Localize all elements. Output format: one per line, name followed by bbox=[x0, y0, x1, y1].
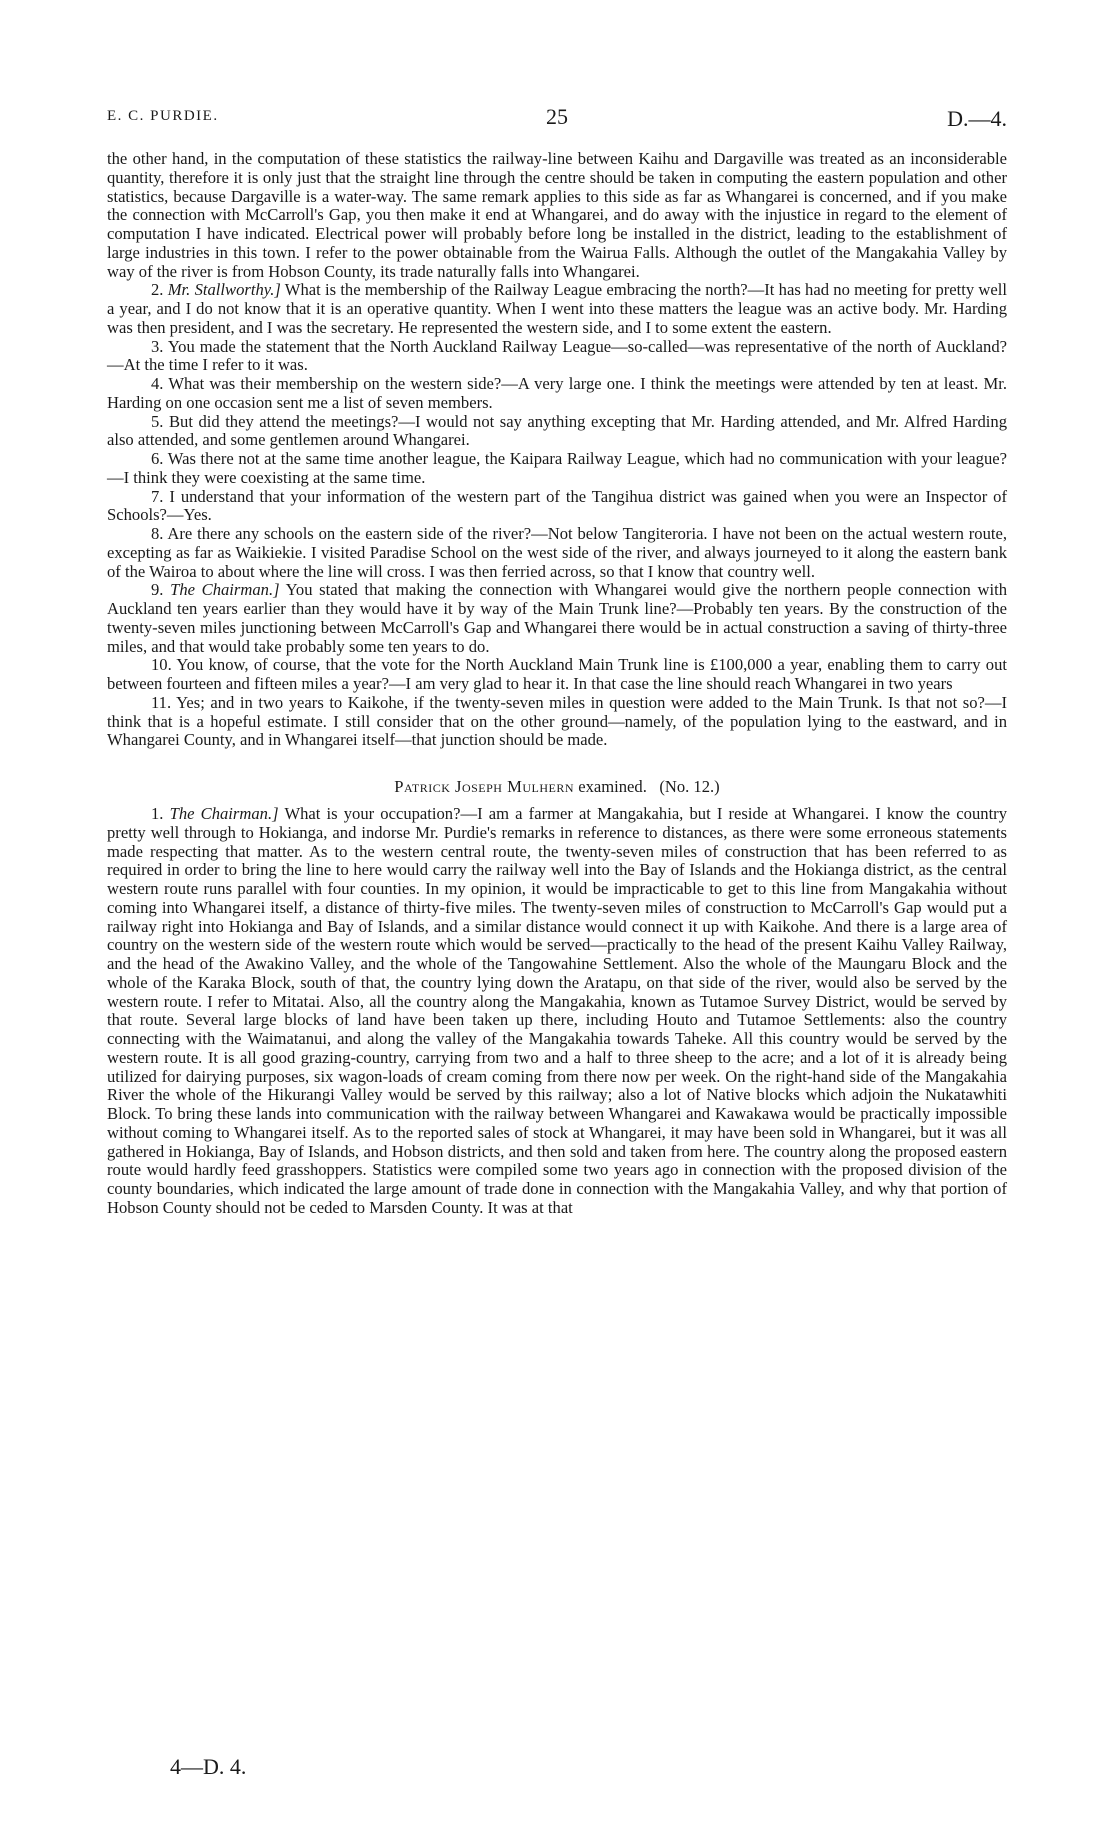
speaker-name: Mr. Stallworthy.] bbox=[167, 280, 281, 300]
question-paragraph-4 bbox=[107, 375, 1007, 413]
witness-name: Patrick Joseph Mulhern bbox=[394, 777, 575, 796]
question-number: 2. bbox=[151, 280, 164, 300]
question-paragraph-6 bbox=[107, 450, 1007, 488]
question-text: Was there not at the same time another league, the Kaipara Railway League, which had no communication with your league?—I think they were coexisting at the same time. bbox=[107, 449, 1007, 487]
speaker-name: The Chairman.] bbox=[169, 804, 279, 823]
question-text: Yes; and in two years to Kaikohe, if the twenty-seven miles in question were added to the Main Trunk. Is that not so?—I think that is a hopeful estimate. I still consider that on the other ground—namely, of the population lying to the eastward, and in Whangarei County, and in Whangarei itself—that junction should be made. bbox=[107, 692, 1007, 750]
question-paragraph-11 bbox=[107, 694, 1007, 750]
document-reference: D.—4. bbox=[947, 106, 1007, 131]
question-number: 4. bbox=[151, 374, 164, 393]
speaker-name: The Chairman.] bbox=[170, 580, 280, 600]
question-number: 6. bbox=[151, 449, 164, 468]
question-number: 10. bbox=[151, 655, 172, 675]
question-paragraph-10 bbox=[107, 656, 1007, 694]
question-paragraph-3 bbox=[107, 338, 1007, 376]
question-number: 8. bbox=[151, 524, 164, 543]
question-number: 1. bbox=[151, 804, 164, 823]
question-number: 3. bbox=[151, 336, 164, 356]
question-text: Are there any schools on the eastern side of the river?—Not below Tangiteroria. I have not been on the actual western route, excepting as far as Waikiekie. I visited Paradise School on the west side of the river, and always journeyed to it along the eastern bank of the Wairoa to about where the line will cross. I was then ferried across, so that I know that country well. bbox=[107, 524, 1008, 581]
header-author: E. C. PURDIE. bbox=[107, 108, 219, 124]
question-text: You made the statement that the North Auckland Railway League—so-called—was representative of the north of Auckland?—At the time I refer to it was. bbox=[107, 336, 1007, 375]
question-number: 9. bbox=[151, 580, 164, 600]
question-number: 5. bbox=[151, 411, 164, 431]
question-paragraph-2 bbox=[107, 281, 1007, 337]
paragraph-continued: the other hand, in the computation of these statistics the railway-line between Kaihu and Dargaville was treated as an inconsiderable quantity, therefore it is only just that the straight line through the centre should be taken in computing the eastern population and other statistics, because Dargaville is a water-way. The same remark applies to this side as far as Whangarei is concerned, and if you make the connection with McCarroll's Gap, you then make it end at Whangarei, and do away with the injustice in regard to the element of computation I have indicated. Electrical power will probably before long be installed in the district, leading to the establishment of large industries in this town. I refer to the power obtainable from the Wairua Falls. Although the outlet of the Mangakahia Valley by way of the river is from Hobson County, its trade naturally falls into Whangarei. bbox=[107, 149, 1007, 281]
question-paragraph-5 bbox=[107, 413, 1007, 451]
question-text: You stated that making the connection with Whangarei would give the northern people connection with Auckland ten years earlier than they would have it by way of the Main Trunk line?—Probably ten years. By the construction of the twenty-seven miles junctioning between McCarroll's Gap and Whangarei there would be in actual construction a saving of thirty-three miles, and that would take probably some ten years to do. bbox=[107, 580, 1007, 656]
question-text: What is the membership of the Railway League embracing the north?—It has had no meeting for pretty well a year, and I do not know that it is an operative quantity. When I went into these matters the league was an active body. Mr. Harding was then president, and I was the secretary. He represented the western side, and I to some extent the eastern. bbox=[107, 280, 1008, 337]
witness-heading bbox=[107, 777, 1007, 797]
question-paragraph-9 bbox=[107, 581, 1007, 656]
question-number: 7. bbox=[151, 486, 164, 506]
question-paragraph-7 bbox=[107, 488, 1007, 526]
question-text: I understand that your information of the western part of the Tangihua district was gained when you were an Inspector of Schools?—Yes. bbox=[107, 486, 1007, 525]
question-paragraph-8 bbox=[107, 525, 1007, 581]
question-text: What was their membership on the western side?—A very large one. I think the meetings were attended by ten at least. Mr. Harding on one occasion sent me a list of seven members. bbox=[107, 374, 1007, 412]
question-number: 11. bbox=[151, 692, 172, 712]
page-body bbox=[107, 150, 1007, 1218]
page-footer-signature: 4—D. 4. bbox=[170, 1754, 247, 1779]
witness-number: (No. 12.) bbox=[659, 777, 720, 796]
question-text: You know, of course, that the vote for the North Auckland Main Trunk line is £100,000 a year, enabling them to carry out between fourteen and fifteen miles a year?—I am very glad to hear it. In that case the line should reach Whangarei in two years bbox=[107, 655, 1007, 693]
question-text: But did they attend the meetings?—I would not say anything excepting that Mr. Harding attended, and Mr. Alfred Harding also attended, and some gentlemen around Whangarei. bbox=[107, 411, 1007, 450]
question-text: What is your occupation?—I am a farmer at Mangakahia, but I reside at Whangarei. I know the country pretty well through to Hokianga, and indorse Mr. Purdie's remarks in reference to distances, as there were some erroneous statements made respecting that matter. As to the western central route, the twenty-seven miles of construction that has been referred to as required in order to bring the line to here would carry the railway well into the Bay of Islands and the Hokianga district, as the central western route runs parallel with four counties. In my opinion, it would be impracticable to get to this line from Mangakahia without coming into Whangarei itself, a distance of thirty-five miles. The twenty-seven miles of construction to McCarroll's Gap would put a railway right into Hokianga and Bay of Islands, and a similar distance would connect it up with Kaikohe. And there is a large area of country on the western side of the western route which would be served—practically to the head of the present Kaihu Valley Railway, and the head of the Awakino Valley, and the whole of the Tangowahine Settlement. Also the whole of the Maungaru Block and the whole of the Karaka Block, south of that, the country lying down the Aratapu, on that side of the river, would also be served by the western route. I refer to Mitatai. Also, all the country along the Mangakahia, known as Tutamoe Survey District, would be served by that route. Several large blocks of land have been taken up there, including Houto and Tutamoe Settlements: also the country connecting with the Waimatanui, and along the valley of the Mangakahia towards Taheke. All this country would be served by the western route. It is all good grazing-country, carrying from two and a half to three sheep to the acre; and a lot of it is already being utilized for dairying purposes, six wagon-loads of cream coming from there now per week. On the right-hand side of the Mangakahia River the whole of the Hikurangi Valley would be served by this railway; also a lot of Native blocks which adjoin the Nukatawhiti Block. To bring these lands into communication with the railway between Whangarei and Kawakawa would be practically impossible without coming to Whangarei itself. As to the reported sales of stock at Whangarei, it may have been sold in Whangarei, but it was all gathered in Hokianga, Bay of Islands, and Hobson districts, and then sold and taken from here. The country along the proposed eastern route would hardly feed grasshoppers. Statistics were compiled some two years ago in connection with the proposed division of the county boundaries, which indicated the large amount of trade done in connection with the Mangakahia Valley, and why that portion of Hobson County should not be ceded to Marsden County. It was at that bbox=[107, 804, 1007, 1217]
heading-suffix: examined. bbox=[578, 777, 647, 796]
page-number: 25 bbox=[546, 104, 568, 129]
witness-answer-paragraph-1 bbox=[107, 805, 1007, 1218]
page-header bbox=[107, 104, 1007, 132]
